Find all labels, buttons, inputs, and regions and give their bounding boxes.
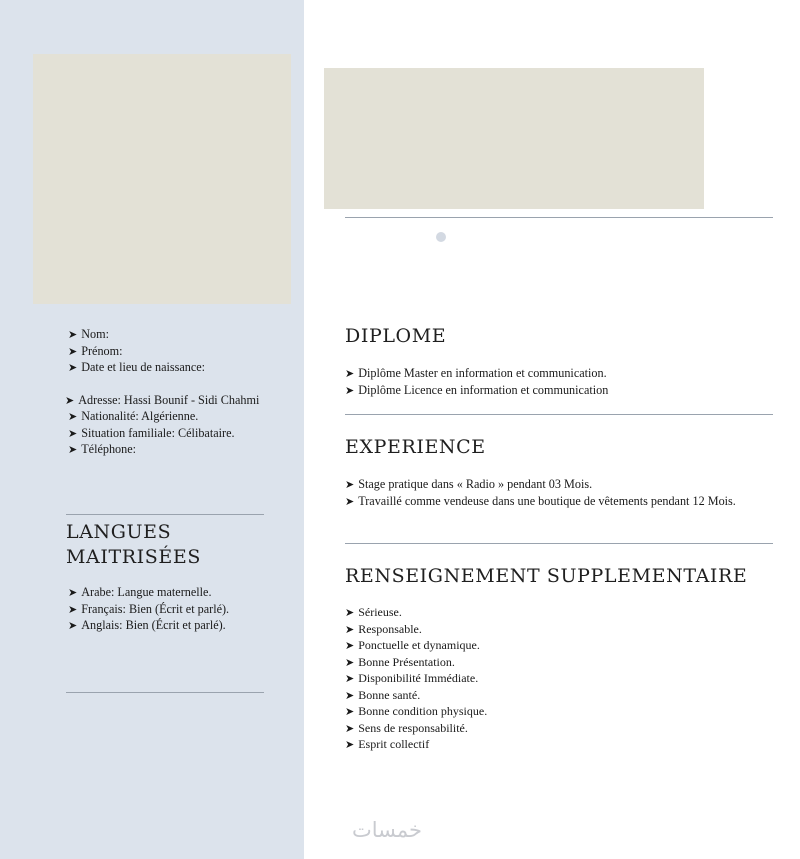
bullet-arrow-icon: ➤ xyxy=(68,427,78,440)
decorative-dot xyxy=(436,232,446,242)
experience-item: ➤ Travaillé comme vendeuse dans une boutique de vêtements pendant 12 Mois. xyxy=(345,493,736,508)
renseignement-list xyxy=(345,605,770,754)
bullet-arrow-icon: ➤ xyxy=(345,640,355,652)
bullet-arrow-icon: ➤ xyxy=(345,706,355,718)
renseignement-item: ➤ Disponibilité Immédiate. xyxy=(345,671,479,685)
renseignement-item: ➤ Bonne Présentation. xyxy=(345,654,455,669)
personal-info-prenom: ➤ Prénom: xyxy=(68,343,123,358)
personal-info-situation: ➤ Situation familiale: Célibataire. xyxy=(68,425,235,440)
sidebar-divider-top xyxy=(66,514,264,515)
bullet-arrow-icon: ➤ xyxy=(68,362,78,374)
experience-title: EXPERIENCE xyxy=(345,436,486,458)
bullet-arrow-icon: ➤ xyxy=(345,673,355,685)
experience-list xyxy=(345,477,773,510)
diplome-title: DIPLOME xyxy=(345,325,447,347)
diplome-list xyxy=(345,366,770,399)
experience-divider xyxy=(345,543,773,544)
bullet-arrow-icon: ➤ xyxy=(68,444,78,456)
bullet-arrow-icon: ➤ xyxy=(345,722,355,735)
langues-list xyxy=(68,585,280,635)
renseignement-item: ➤ Sérieuse. xyxy=(345,605,402,619)
bullet-arrow-icon: ➤ xyxy=(68,587,78,599)
bullet-arrow-icon: ➤ xyxy=(65,394,75,407)
name-banner-placeholder xyxy=(324,68,704,209)
bullet-arrow-icon: ➤ xyxy=(68,620,78,632)
langue-item: ➤ Arabe: Langue maternelle. xyxy=(68,585,212,599)
bullet-arrow-icon: ➤ xyxy=(345,656,355,669)
bullet-arrow-icon: ➤ xyxy=(345,607,355,619)
bullet-arrow-icon: ➤ xyxy=(68,345,78,358)
renseignement-item: ➤ Bonne santé. xyxy=(345,687,421,702)
bullet-arrow-icon: ➤ xyxy=(345,623,355,636)
langue-item: ➤ Anglais: Bien (Écrit et parlé). xyxy=(68,618,226,632)
personal-info-telephone: ➤ Téléphone: xyxy=(68,442,137,456)
personal-info-nom: ➤ Nom: xyxy=(68,327,109,341)
personal-info-adresse: ➤ Adresse: Hassi Bounif - Sidi Chahmi xyxy=(65,392,260,407)
renseignement-item: ➤ Responsable. xyxy=(345,621,422,636)
bullet-arrow-icon: ➤ xyxy=(345,739,355,751)
renseignement-item: ➤ Esprit collectif xyxy=(345,737,430,751)
header-divider xyxy=(345,217,773,218)
renseignement-title: RENSEIGNEMENT SUPPLEMENTAIRE xyxy=(345,565,748,587)
experience-item: ➤ Stage pratique dans « Radio » pendant 03 Mois. xyxy=(345,477,593,491)
personal-info-nationalite: ➤ Nationalité: Algérienne. xyxy=(68,409,199,423)
diplome-item: ➤ Diplôme Master en information et communication. xyxy=(345,366,607,380)
bullet-arrow-icon: ➤ xyxy=(345,479,355,491)
langues-title: LANGUES MAITRISÉES xyxy=(66,521,201,568)
profile-photo-placeholder xyxy=(33,54,291,304)
sidebar-divider-bottom xyxy=(66,692,264,693)
renseignement-item: ➤ Ponctuelle et dynamique. xyxy=(345,638,480,652)
bullet-arrow-icon: ➤ xyxy=(68,411,78,423)
diplome-item: ➤ Diplôme Licence en information et communication xyxy=(345,382,609,397)
renseignement-item: ➤ Bonne condition physique. xyxy=(345,704,488,718)
bullet-arrow-icon: ➤ xyxy=(68,603,78,616)
bullet-arrow-icon: ➤ xyxy=(345,689,355,702)
bullet-arrow-icon: ➤ xyxy=(345,368,355,380)
renseignement-item: ➤ Sens de responsabilité. xyxy=(345,720,468,735)
bullet-arrow-icon: ➤ xyxy=(345,495,355,508)
personal-info-list xyxy=(65,327,280,459)
watermark-logo: خمسات xyxy=(352,818,423,842)
bullet-arrow-icon: ➤ xyxy=(345,384,355,397)
personal-info-naissance: ➤ Date et lieu de naissance: xyxy=(68,360,206,374)
diplome-divider xyxy=(345,414,773,415)
bullet-arrow-icon: ➤ xyxy=(68,329,78,341)
langue-item: ➤ Français: Bien (Écrit et parlé). xyxy=(68,601,230,616)
